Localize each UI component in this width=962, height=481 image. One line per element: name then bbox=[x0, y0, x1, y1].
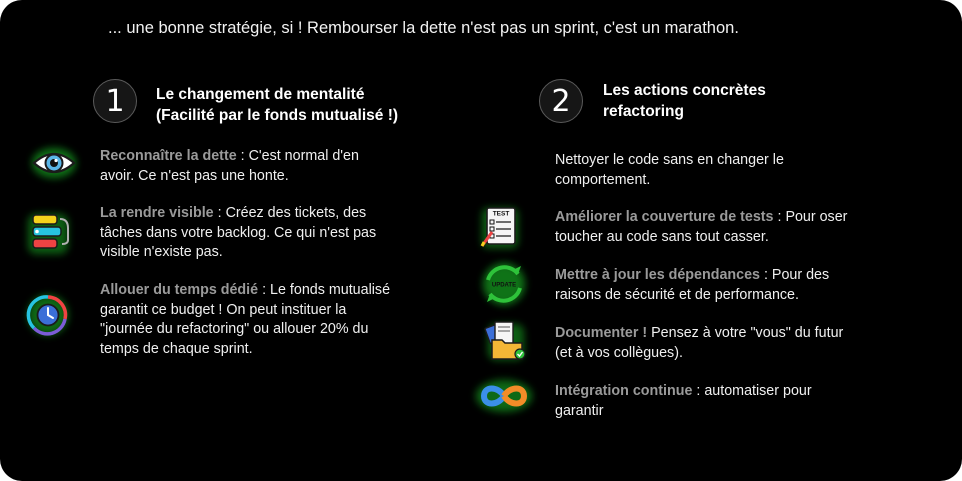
item-sep: : bbox=[692, 383, 705, 399]
headline: ... une bonne stratégie, si ! Rembourser la dette n'est pas un sprint, c'est un marathon. bbox=[108, 19, 739, 37]
mindset-item-1 bbox=[100, 147, 420, 186]
item-text: Pour oser bbox=[785, 209, 848, 225]
section-number-1: 1 bbox=[93, 79, 137, 123]
item-key: Améliorer la couverture de tests bbox=[555, 209, 774, 225]
item-text: (et à vos collègues). bbox=[555, 344, 683, 361]
section-title-1-line2: (Facilité par le fonds mutualisé !) bbox=[156, 107, 399, 124]
item-sep: : bbox=[258, 282, 271, 298]
mindset-item-2 bbox=[100, 204, 420, 263]
backlog-icon bbox=[22, 208, 74, 260]
action-item-3 bbox=[555, 266, 895, 305]
item-text: avoir. Ce n'est pas une honte. bbox=[100, 167, 289, 184]
section-title-1 bbox=[156, 84, 398, 126]
test-icon-label: TEST bbox=[492, 210, 510, 218]
item-key: Intégration continue bbox=[555, 383, 693, 399]
item-text: Créez des tickets, des bbox=[225, 205, 367, 221]
section-title-2 bbox=[603, 80, 766, 122]
item-text: comportement. bbox=[555, 171, 651, 188]
item-text: Nettoyer le code sans en changer le bbox=[555, 152, 784, 168]
action-item-5 bbox=[555, 382, 895, 421]
update-icon bbox=[478, 258, 530, 310]
item-text: automatiser pour bbox=[704, 383, 812, 399]
item-key: Mettre à jour les dépendances bbox=[555, 267, 760, 283]
item-sep: : bbox=[236, 148, 249, 164]
section-number-2: 2 bbox=[539, 79, 583, 123]
mindset-item-3 bbox=[100, 281, 430, 359]
section-title-2-line2: refactoring bbox=[603, 103, 684, 120]
item-text: C'est normal d'en bbox=[248, 148, 359, 164]
item-text: Pour des bbox=[771, 267, 830, 283]
test-checklist-icon bbox=[474, 202, 526, 254]
item-text: garantir bbox=[555, 402, 604, 419]
item-text: visible n'existe pas. bbox=[100, 244, 223, 260]
item-key: Documenter ! bbox=[555, 325, 648, 341]
item-sep: : bbox=[773, 209, 786, 225]
item-text: Pensez à votre "vous" du futur bbox=[651, 325, 844, 341]
clock-cycle-icon bbox=[22, 289, 74, 341]
section-title-2-line1: Les actions concrètes bbox=[603, 82, 766, 99]
item-text: toucher au code sans tout casser. bbox=[555, 228, 769, 245]
item-sep: : bbox=[213, 205, 226, 221]
section-title-1-line1: Le changement de mentalité bbox=[156, 86, 365, 103]
item-text: raisons de sécurité et de performance. bbox=[555, 286, 799, 303]
item-text: "journée du refactoring" ou allouer 20% du bbox=[100, 321, 369, 337]
item-key: Reconnaître la dette bbox=[100, 148, 237, 164]
item-text: Le fonds mutualisé bbox=[270, 282, 391, 298]
item-key: La rendre visible bbox=[100, 205, 214, 221]
documents-folder-icon bbox=[480, 316, 532, 368]
action-item-4 bbox=[555, 324, 895, 363]
infinity-icon bbox=[472, 370, 536, 422]
action-item-2 bbox=[555, 208, 895, 247]
item-text: garantit ce budget ! On peut instituer la bbox=[100, 301, 347, 318]
update-icon-label: UPDATE bbox=[491, 282, 517, 289]
eye-icon bbox=[28, 137, 80, 189]
item-sep: : bbox=[760, 267, 772, 283]
item-text: tâches dans votre backlog. Ce qui n'est pas bbox=[100, 224, 377, 241]
item-text: temps de chaque sprint. bbox=[100, 340, 253, 357]
item-key: Allouer du temps dédié bbox=[100, 282, 259, 298]
action-item-1 bbox=[555, 151, 895, 190]
